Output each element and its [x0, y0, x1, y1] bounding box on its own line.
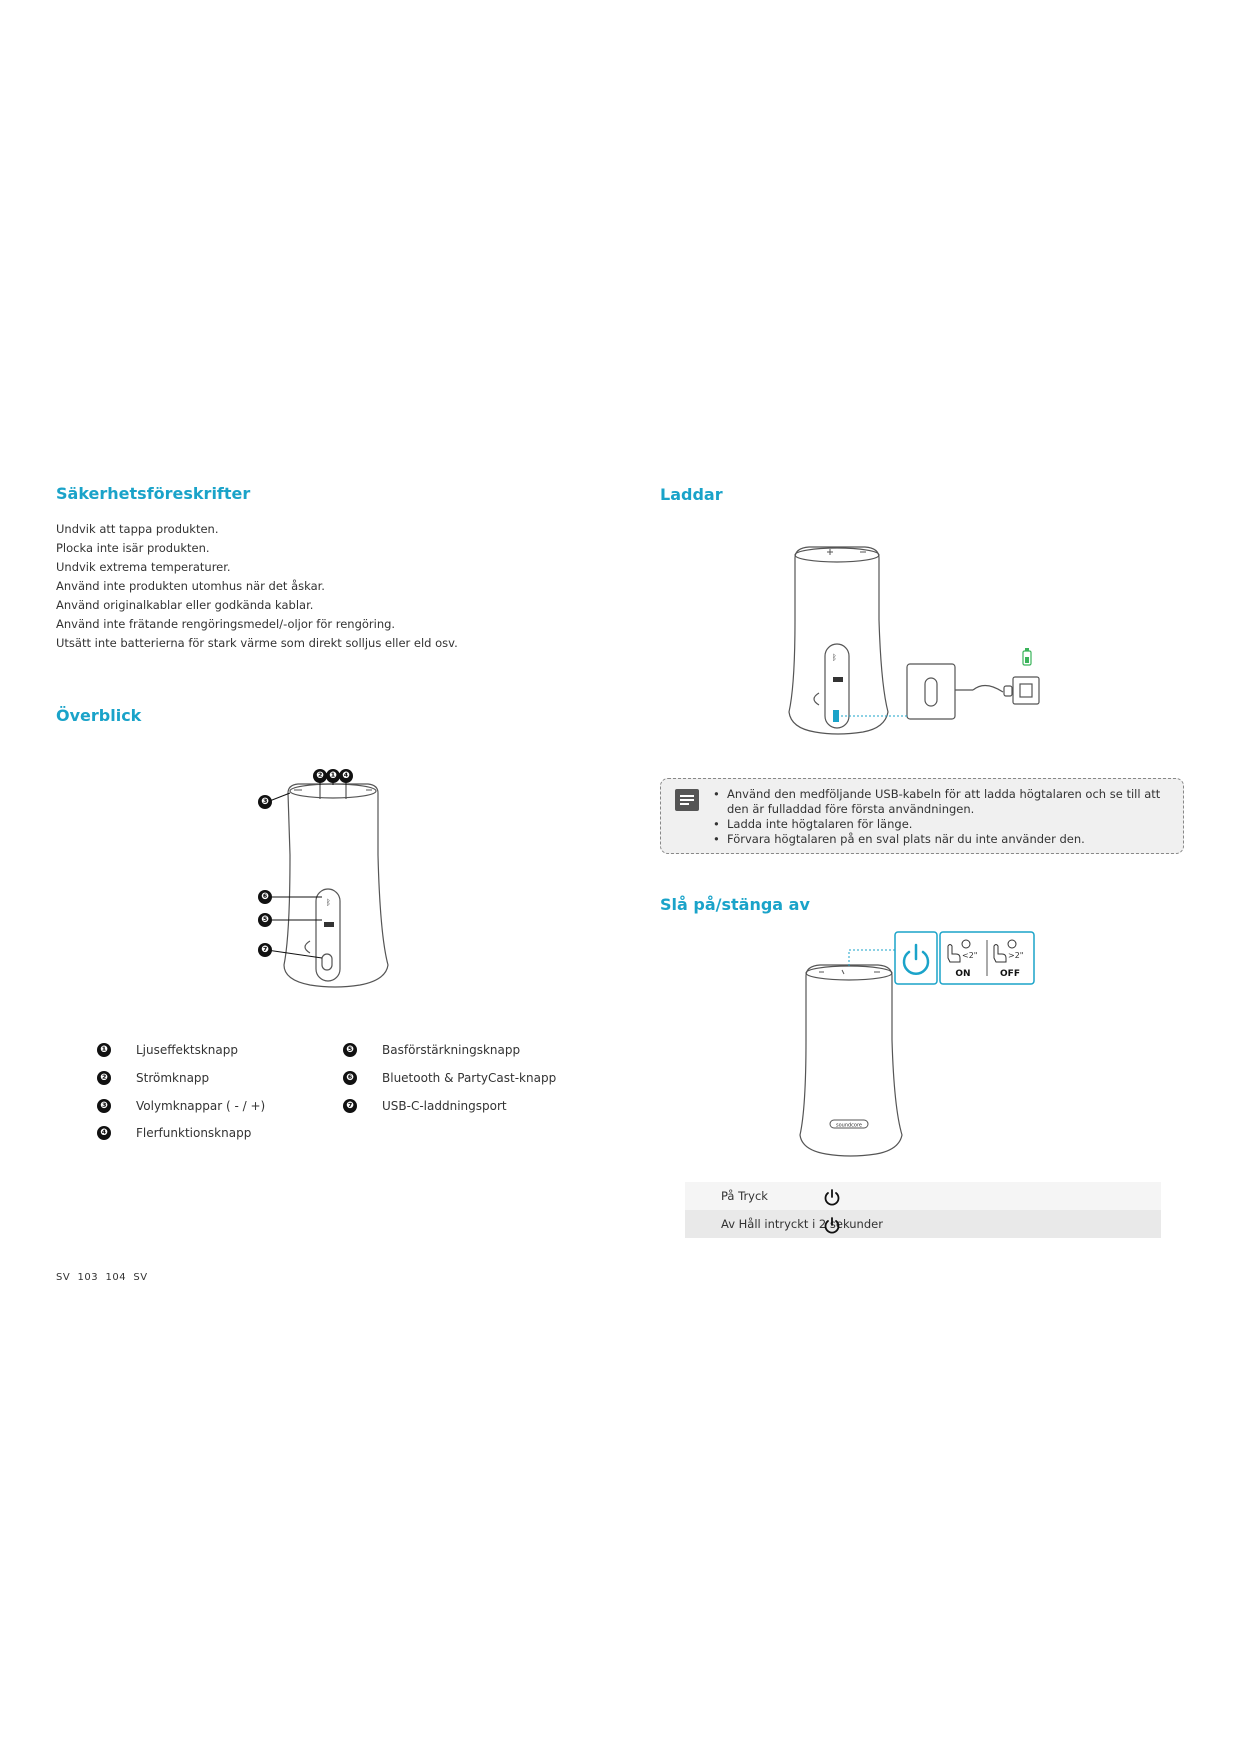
charging-notes-list — [713, 787, 1175, 847]
callout-4: ❹ — [339, 769, 353, 783]
brand-logo: soundcore — [835, 1122, 863, 1129]
charging-illustration — [785, 540, 1055, 740]
safety-heading: Säkerhetsföreskrifter — [56, 484, 251, 503]
charging-note-box — [660, 778, 1184, 854]
legend-label: Bluetooth & PartyCast-knapp — [382, 1071, 557, 1085]
safety-rule: Använd originalkablar eller godkända kablar. — [56, 598, 314, 612]
power-illustration — [790, 930, 1050, 1160]
safety-rules-list — [56, 520, 458, 653]
safety-rule: Plocka inte isär produkten. — [56, 541, 210, 555]
callout-7: ❼ — [258, 943, 272, 957]
charging-note: • Ladda inte högtalaren för länge. — [713, 817, 1175, 832]
safety-rule: Använd inte frätande rengöringsmedel/-oljor för rengöring. — [56, 617, 396, 631]
bass-icon — [324, 922, 334, 927]
callout-5: ❺ — [258, 913, 272, 927]
usb-port-highlight — [833, 710, 839, 722]
callout-1: ❶ — [326, 769, 340, 783]
power-icon — [823, 1188, 841, 1206]
legend-number: ❸ — [97, 1099, 111, 1113]
bass-icon — [833, 677, 843, 682]
safety-rule: Utsätt inte batterierna för stark värme som direkt solljus eller eld osv. — [56, 636, 458, 650]
on-time-label: <2" — [962, 951, 978, 960]
legend-number: ❹ — [97, 1126, 111, 1140]
safety-rule: Undvik att tappa produkten. — [56, 522, 219, 536]
off-label: OFF — [1000, 969, 1020, 979]
table-cell-text: På Tryck — [721, 1189, 768, 1203]
power-heading: Slå på/stänga av — [660, 895, 810, 914]
table-row — [685, 1210, 1161, 1238]
callout-2: ❷ — [313, 769, 327, 783]
legend-number: ❻ — [343, 1071, 357, 1085]
legend-label: USB-C-laddningsport — [382, 1099, 507, 1113]
overview-heading: Överblick — [56, 706, 142, 725]
page-footer: SV 103 104 SV — [56, 1272, 148, 1283]
table-row — [685, 1182, 1161, 1210]
charging-heading: Laddar — [660, 485, 723, 504]
legend-label: Basförstärkningsknapp — [382, 1043, 521, 1057]
legend-label: Flerfunktionsknapp — [136, 1126, 252, 1140]
legend-number: ❺ — [343, 1043, 357, 1057]
power-icon — [823, 1216, 841, 1234]
safety-rule: Undvik extrema temperaturer. — [56, 560, 231, 574]
charging-note: • Använd den medföljande USB-kabeln för att ladda högtalaren och se till att den är fulladdad före första användningen. — [713, 787, 1175, 817]
legend-number: ❶ — [97, 1043, 111, 1057]
table-cell-text: Av Håll intryckt i 2 sekunder — [721, 1217, 883, 1231]
legend-number: ❼ — [343, 1099, 357, 1113]
callout-6: ❻ — [258, 890, 272, 904]
power-table — [685, 1182, 1161, 1238]
note-icon — [675, 789, 699, 811]
bluetooth-icon: ᛒ — [832, 653, 837, 662]
safety-rule: Använd inte produkten utomhus när det åskar. — [56, 579, 325, 593]
callout-3: ❸ — [258, 795, 272, 809]
legend-label: Ljuseffektsknapp — [136, 1043, 238, 1057]
charging-note: • Förvara högtalaren på en sval plats när du inte använder den. — [713, 832, 1175, 847]
legend-label: Volymknappar ( - / +) — [136, 1099, 266, 1113]
off-time-label: >2" — [1008, 951, 1024, 960]
overview-legend — [97, 1040, 597, 1150]
bluetooth-icon: ᛒ — [326, 898, 331, 907]
on-label: ON — [955, 969, 971, 979]
legend-number: ❷ — [97, 1071, 111, 1085]
legend-label: Strömknapp — [136, 1071, 210, 1085]
